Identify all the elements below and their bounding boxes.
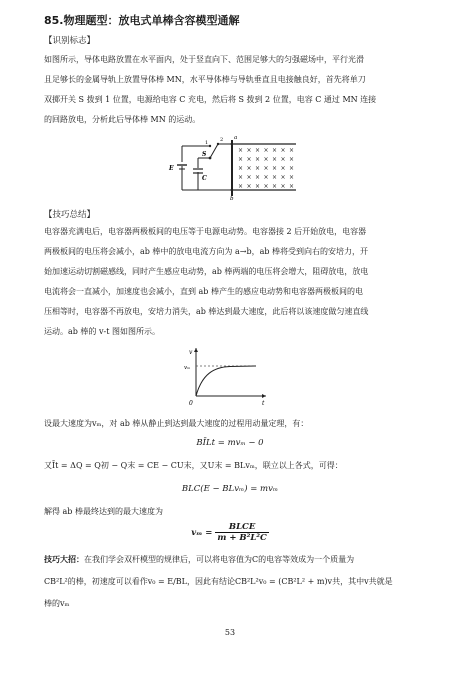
field-cross-mark: × [272, 165, 278, 172]
equation-lhs: vₘ = [191, 528, 213, 538]
field-cross-mark: × [263, 165, 269, 172]
vt-graph [180, 344, 270, 408]
field-cross-mark: × [289, 147, 295, 154]
label-b: b [230, 196, 234, 200]
label-emf: E [169, 165, 174, 172]
field-cross-mark: × [272, 183, 278, 190]
field-cross-mark: × [255, 147, 261, 154]
trick-text: 在我们学会双杆模型的规律后，可以将电容值为C的电容等效成为一个质量为 [84, 555, 355, 564]
field-cross-mark: × [238, 183, 244, 190]
field-cross-mark: × [238, 156, 244, 163]
section-tips-heading: 【技巧总结】 [44, 210, 96, 220]
graph-vm-label: vₘ [184, 365, 191, 371]
fraction-numerator: BLCE [215, 522, 268, 533]
field-cross-mark: × [246, 147, 252, 154]
label-a: a [234, 135, 238, 141]
field-cross-mark: × [255, 165, 261, 172]
field-cross-mark: × [272, 174, 278, 181]
trick-line-2: CB²L²的棒，初速度可以看作v₀ = E/BL，因此有结论CB²L²v₀ = (CB²L² + m)v共，其中v共就是 [44, 577, 393, 586]
text-line: 设最大速度为vₘ，对 ab 棒从静止到达到最大速度的过程用动量定理，有： [44, 419, 309, 428]
text-line: 两极板间的电压将会减小，ab 棒中的放电电流方向为 a→b，ab 棒将受到向右的安培力，开 [44, 247, 369, 256]
field-cross-mark: × [280, 174, 286, 181]
label-pos2: 2 [220, 137, 224, 143]
text-line: 电流将会一直减小，加速度也会减小，直到 ab 棒产生的感应电动势和电容器两极板间的电 [44, 287, 363, 296]
field-cross-mark: × [263, 174, 269, 181]
trick-line-3: 棒的vₘ [44, 599, 70, 608]
text-line: 电容器充满电后，电容器两极板间的电压等于电源电动势。电容器接 2 后开始放电，电容器 [44, 227, 367, 236]
text-line: 运动。ab 棒的 v-t 图如图所示。 [44, 327, 160, 336]
fraction [215, 522, 268, 543]
field-cross-mark: × [272, 156, 278, 163]
graph-t-label: t [262, 400, 265, 407]
field-cross-mark: × [255, 156, 261, 163]
field-cross-mark: × [289, 156, 295, 163]
field-cross-mark: × [280, 165, 286, 172]
section-identify-heading: 【识别标志】 [44, 36, 96, 46]
trick-label: 技巧大招： [44, 554, 84, 564]
text-line: 的回路放电，分析此后导体棒 MN 的运动。 [44, 115, 201, 124]
field-cross-mark: × [263, 147, 269, 154]
text-line: 始加速运动切割磁感线，同时产生感应电动势，ab 棒两端的电压将会增大，阻碍放电，放电 [44, 267, 369, 276]
equation-momentum: BĪLt = mvₘ − 0 [196, 438, 264, 448]
field-cross-mark: × [263, 156, 269, 163]
field-cross-mark: × [255, 174, 261, 181]
fraction-denominator: m + B²L²C [217, 533, 267, 543]
field-cross-mark: × [246, 156, 252, 163]
field-cross-mark: × [238, 174, 244, 181]
field-cross-mark: × [246, 174, 252, 181]
equation-max-velocity [0, 522, 460, 543]
field-cross-mark: × [272, 147, 278, 154]
text-line: 解得 ab 棒最终达到的最大速度为 [44, 507, 163, 516]
label-switch: S [202, 151, 207, 158]
equation-balance: BLC(E − BLvₘ) = mvₘ [181, 484, 279, 494]
field-cross-mark: × [246, 183, 252, 190]
field-cross-mark: × [280, 147, 286, 154]
tips-paragraph [44, 222, 418, 342]
magnetic-field-marks [238, 147, 294, 190]
field-cross-mark: × [289, 183, 295, 190]
page-title: 85.物理题型：放电式单棒含容模型通解 [44, 14, 240, 27]
label-capacitor: C [202, 175, 207, 182]
text-line: 如图所示，导体电路放置在水平面内，处于竖直向下、范围足够大的匀强磁场中，平行光滑 [44, 55, 364, 64]
text-line: 且足够长的金属导轨上放置导体棒 MN，水平导体棒与导轨垂直且电接触良好，首先将单刀 [44, 75, 366, 84]
field-cross-mark: × [289, 165, 295, 172]
graph-v-label: v [189, 349, 193, 356]
field-cross-mark: × [246, 165, 252, 172]
page-number: 53 [224, 628, 236, 637]
identify-paragraph [44, 50, 418, 130]
field-cross-mark: × [238, 147, 244, 154]
trick-line-1 [44, 554, 354, 565]
field-cross-mark: × [280, 156, 286, 163]
label-pos1: 1 [205, 140, 209, 146]
field-cross-mark: × [280, 183, 286, 190]
field-cross-mark: × [263, 183, 269, 190]
text-line: 又Īt = ΔQ = Q初 − Q末 = CE − CU末，又U末 = BLvₘ，联立以上各式，可得： [44, 461, 343, 470]
field-cross-mark: × [238, 165, 244, 172]
graph-origin-label: 0 [189, 400, 193, 407]
text-line: 双掷开关 S 拨到 1 位置，电源给电容 C 充电，然后将 S 拨到 2 位置，电容 C 通过 MN 连接 [44, 95, 377, 104]
circuit-diagram [168, 132, 298, 200]
text-line: 压相等时，电容器不再放电，安培力消失，ab 棒达到最大速度，此后将以该速度做匀速直线 [44, 307, 369, 316]
field-cross-mark: × [289, 174, 295, 181]
field-cross-mark: × [255, 183, 261, 190]
